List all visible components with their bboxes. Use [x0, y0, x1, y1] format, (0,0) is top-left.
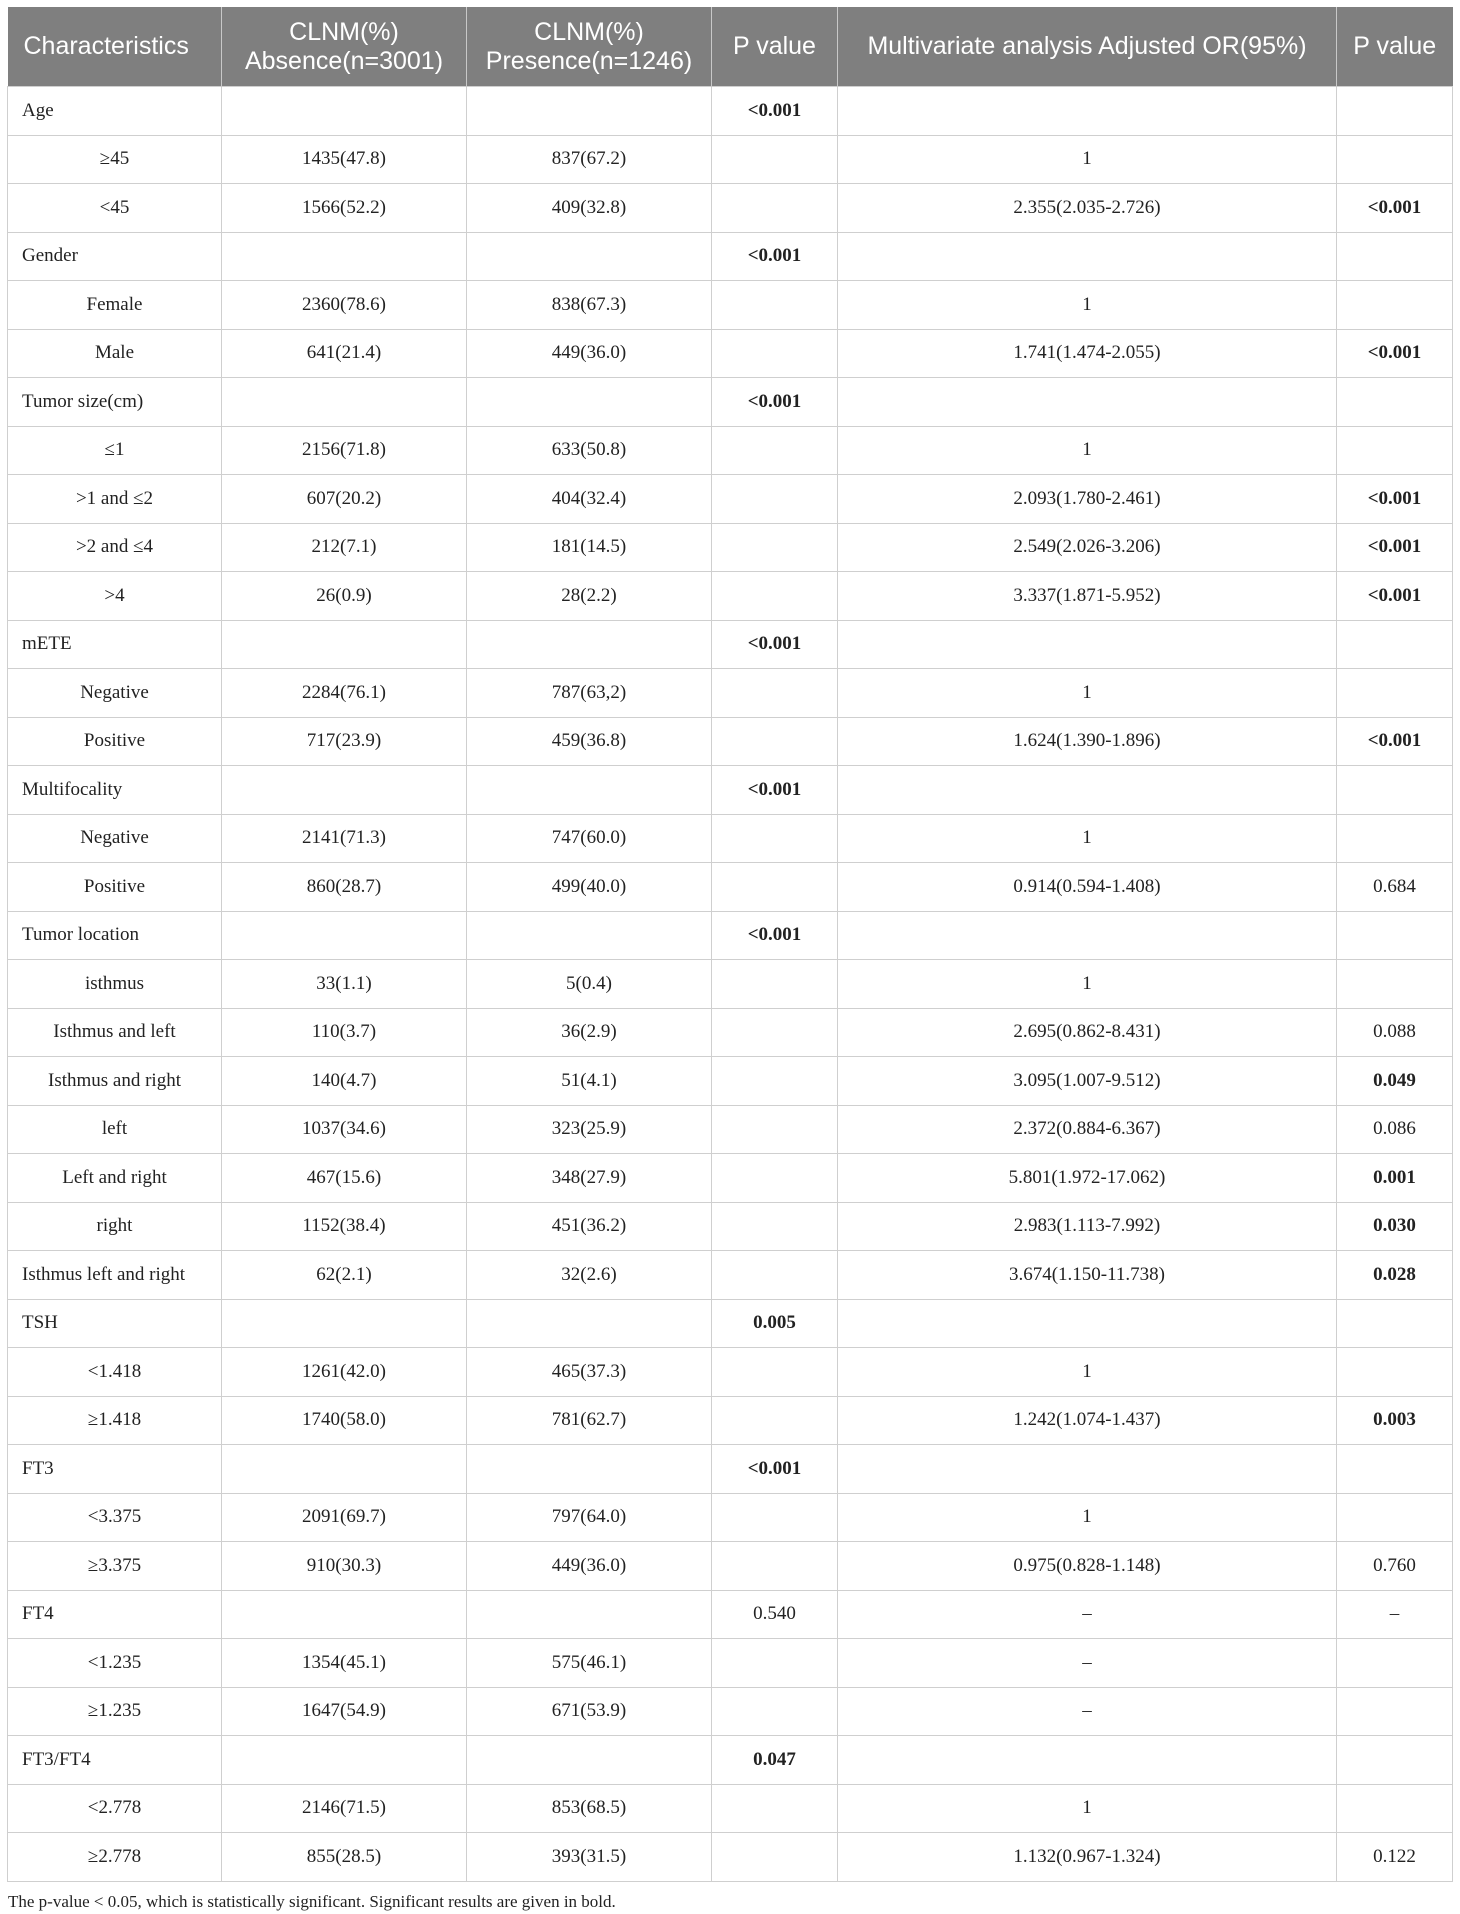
p-value-cell: <0.001	[712, 87, 838, 136]
adjusted-p-value-cell	[1337, 1445, 1453, 1494]
absence-cell: 1261(42.0)	[222, 1348, 467, 1397]
category-row	[8, 1445, 1453, 1494]
adjusted-or-cell	[838, 1736, 1337, 1785]
presence-cell	[467, 87, 712, 136]
adjusted-p-value-cell: –	[1337, 1590, 1453, 1639]
presence-cell: 853(68.5)	[467, 1784, 712, 1833]
adjusted-or-cell: 0.975(0.828-1.148)	[838, 1542, 1337, 1591]
p-value-cell: 0.005	[712, 1299, 838, 1348]
table-row	[8, 1833, 1453, 1882]
characteristic-cell: Positive	[8, 863, 222, 912]
presence-cell: 499(40.0)	[467, 863, 712, 912]
p-value-cell	[712, 426, 838, 475]
adjusted-or-cell: 1.741(1.474-2.055)	[838, 329, 1337, 378]
adjusted-or-cell: 1	[838, 814, 1337, 863]
presence-cell: 393(31.5)	[467, 1833, 712, 1882]
characteristic-cell: <3.375	[8, 1493, 222, 1542]
adjusted-or-cell: 2.355(2.035-2.726)	[838, 184, 1337, 233]
p-value-cell	[712, 523, 838, 572]
p-value-cell	[712, 717, 838, 766]
p-value-cell	[712, 863, 838, 912]
characteristic-cell: Negative	[8, 669, 222, 718]
absence-cell: 910(30.3)	[222, 1542, 467, 1591]
category-row	[8, 232, 1453, 281]
characteristic-cell: FT3/FT4	[8, 1736, 222, 1785]
header-adjusted-p-value	[1337, 7, 1453, 87]
presence-cell: 51(4.1)	[467, 1057, 712, 1106]
p-value-cell: <0.001	[712, 232, 838, 281]
absence-cell: 860(28.7)	[222, 863, 467, 912]
adjusted-p-value-cell	[1337, 911, 1453, 960]
adjusted-p-value-cell: <0.001	[1337, 523, 1453, 572]
presence-cell	[467, 911, 712, 960]
table-row	[8, 1057, 1453, 1106]
absence-cell: 1647(54.9)	[222, 1687, 467, 1736]
absence-cell: 1435(47.8)	[222, 135, 467, 184]
table-body	[8, 87, 1453, 1882]
absence-cell: 2141(71.3)	[222, 814, 467, 863]
absence-cell: 641(21.4)	[222, 329, 467, 378]
p-value-cell	[712, 1105, 838, 1154]
p-value-cell	[712, 1008, 838, 1057]
table-container	[7, 7, 1452, 1912]
adjusted-p-value-cell	[1337, 960, 1453, 1009]
header-text-line: CLNM(%)	[289, 17, 399, 46]
p-value-cell	[712, 135, 838, 184]
presence-cell	[467, 1299, 712, 1348]
characteristic-cell: Tumor location	[8, 911, 222, 960]
absence-cell: 62(2.1)	[222, 1251, 467, 1300]
adjusted-or-cell	[838, 1445, 1337, 1494]
presence-cell: 837(67.2)	[467, 135, 712, 184]
absence-cell: 2146(71.5)	[222, 1784, 467, 1833]
adjusted-p-value-cell: <0.001	[1337, 475, 1453, 524]
p-value-cell: <0.001	[712, 911, 838, 960]
table-row	[8, 1202, 1453, 1251]
absence-cell: 467(15.6)	[222, 1154, 467, 1203]
category-row	[8, 620, 1453, 669]
adjusted-or-cell: 3.674(1.150-11.738)	[838, 1251, 1337, 1300]
p-value-cell: <0.001	[712, 766, 838, 815]
absence-cell: 1354(45.1)	[222, 1639, 467, 1688]
characteristic-cell: <1.235	[8, 1639, 222, 1688]
table-row	[8, 863, 1453, 912]
adjusted-or-cell	[838, 766, 1337, 815]
table-row	[8, 669, 1453, 718]
adjusted-or-cell: 3.337(1.871-5.952)	[838, 572, 1337, 621]
table-row	[8, 1687, 1453, 1736]
adjusted-p-value-cell	[1337, 87, 1453, 136]
category-row	[8, 1736, 1453, 1785]
presence-cell: 181(14.5)	[467, 523, 712, 572]
header-text-line: Multivariate analysis Adjusted OR(95%)	[867, 32, 1307, 60]
presence-cell: 32(2.6)	[467, 1251, 712, 1300]
table-row	[8, 329, 1453, 378]
presence-cell: 449(36.0)	[467, 329, 712, 378]
presence-cell: 5(0.4)	[467, 960, 712, 1009]
absence-cell	[222, 87, 467, 136]
presence-cell	[467, 1736, 712, 1785]
p-value-cell	[712, 960, 838, 1009]
presence-cell: 459(36.8)	[467, 717, 712, 766]
characteristic-cell: Isthmus and right	[8, 1057, 222, 1106]
characteristic-cell: left	[8, 1105, 222, 1154]
presence-cell: 781(62.7)	[467, 1396, 712, 1445]
absence-cell: 717(23.9)	[222, 717, 467, 766]
absence-cell	[222, 766, 467, 815]
adjusted-or-cell: 1.242(1.074-1.437)	[838, 1396, 1337, 1445]
adjusted-p-value-cell: 0.003	[1337, 1396, 1453, 1445]
characteristic-cell: Positive	[8, 717, 222, 766]
adjusted-or-cell: 1	[838, 426, 1337, 475]
characteristic-cell: right	[8, 1202, 222, 1251]
adjusted-or-cell: 1	[838, 135, 1337, 184]
p-value-cell: <0.001	[712, 378, 838, 427]
presence-cell: 465(37.3)	[467, 1348, 712, 1397]
header-row	[8, 7, 1453, 87]
characteristic-cell: ≥3.375	[8, 1542, 222, 1591]
table-header	[8, 7, 1453, 87]
characteristic-cell: Gender	[8, 232, 222, 281]
table-row	[8, 572, 1453, 621]
absence-cell	[222, 378, 467, 427]
table-row	[8, 1542, 1453, 1591]
adjusted-or-cell: 1	[838, 1784, 1337, 1833]
adjusted-p-value-cell	[1337, 814, 1453, 863]
absence-cell: 2360(78.6)	[222, 281, 467, 330]
absence-cell: 33(1.1)	[222, 960, 467, 1009]
absence-cell: 26(0.9)	[222, 572, 467, 621]
adjusted-p-value-cell	[1337, 1687, 1453, 1736]
absence-cell	[222, 1299, 467, 1348]
adjusted-or-cell: –	[838, 1590, 1337, 1639]
presence-cell: 838(67.3)	[467, 281, 712, 330]
header-text-line: P value	[1353, 32, 1437, 60]
adjusted-p-value-cell	[1337, 669, 1453, 718]
category-row	[8, 1590, 1453, 1639]
characteristic-cell: ≥2.778	[8, 1833, 222, 1882]
adjusted-or-cell: 2.983(1.113-7.992)	[838, 1202, 1337, 1251]
characteristic-cell: mETE	[8, 620, 222, 669]
category-row	[8, 378, 1453, 427]
presence-cell: 575(46.1)	[467, 1639, 712, 1688]
header-text-line: Presence(n=1246)	[485, 46, 693, 75]
presence-cell: 451(36.2)	[467, 1202, 712, 1251]
characteristic-cell: Female	[8, 281, 222, 330]
characteristic-cell: Left and right	[8, 1154, 222, 1203]
p-value-cell	[712, 1542, 838, 1591]
adjusted-or-cell: 1	[838, 960, 1337, 1009]
p-value-cell: 0.047	[712, 1736, 838, 1785]
p-value-cell	[712, 184, 838, 233]
table-row	[8, 426, 1453, 475]
header-text-line: Absence(n=3001)	[244, 46, 444, 75]
adjusted-p-value-cell	[1337, 1348, 1453, 1397]
adjusted-or-cell	[838, 1299, 1337, 1348]
characteristic-cell: Tumor size(cm)	[8, 378, 222, 427]
table-row	[8, 1348, 1453, 1397]
adjusted-p-value-cell	[1337, 766, 1453, 815]
adjusted-p-value-cell: <0.001	[1337, 329, 1453, 378]
characteristic-cell: ≥1.418	[8, 1396, 222, 1445]
adjusted-p-value-cell	[1337, 232, 1453, 281]
header-presence	[467, 7, 712, 87]
adjusted-or-cell: 2.372(0.884-6.367)	[838, 1105, 1337, 1154]
header-p-value	[712, 7, 838, 87]
absence-cell	[222, 911, 467, 960]
presence-cell: 348(27.9)	[467, 1154, 712, 1203]
characteristic-cell: Isthmus left and right	[8, 1251, 222, 1300]
presence-cell	[467, 1590, 712, 1639]
p-value-cell	[712, 814, 838, 863]
presence-cell: 633(50.8)	[467, 426, 712, 475]
absence-cell: 2091(69.7)	[222, 1493, 467, 1542]
presence-cell: 404(32.4)	[467, 475, 712, 524]
adjusted-or-cell	[838, 911, 1337, 960]
adjusted-p-value-cell: 0.086	[1337, 1105, 1453, 1154]
presence-cell: 747(60.0)	[467, 814, 712, 863]
p-value-cell: 0.540	[712, 1590, 838, 1639]
table-row	[8, 814, 1453, 863]
p-value-cell	[712, 1251, 838, 1300]
presence-cell	[467, 620, 712, 669]
category-row	[8, 87, 1453, 136]
category-row	[8, 1299, 1453, 1348]
table-row	[8, 717, 1453, 766]
adjusted-p-value-cell	[1337, 1784, 1453, 1833]
table-row	[8, 184, 1453, 233]
adjusted-or-cell: 1	[838, 281, 1337, 330]
characteristic-cell: >4	[8, 572, 222, 621]
absence-cell	[222, 620, 467, 669]
presence-cell: 409(32.8)	[467, 184, 712, 233]
presence-cell: 36(2.9)	[467, 1008, 712, 1057]
absence-cell: 1152(38.4)	[222, 1202, 467, 1251]
adjusted-p-value-cell: 0.122	[1337, 1833, 1453, 1882]
adjusted-or-cell: 1.624(1.390-1.896)	[838, 717, 1337, 766]
header-absence	[222, 7, 467, 87]
table-row	[8, 1784, 1453, 1833]
absence-cell: 607(20.2)	[222, 475, 467, 524]
p-value-cell	[712, 1202, 838, 1251]
absence-cell	[222, 1736, 467, 1785]
adjusted-or-cell: 2.549(2.026-3.206)	[838, 523, 1337, 572]
adjusted-or-cell: 1	[838, 1348, 1337, 1397]
adjusted-or-cell: 1	[838, 669, 1337, 718]
absence-cell: 855(28.5)	[222, 1833, 467, 1882]
adjusted-p-value-cell	[1337, 1736, 1453, 1785]
characteristic-cell: TSH	[8, 1299, 222, 1348]
presence-cell	[467, 378, 712, 427]
presence-cell: 28(2.2)	[467, 572, 712, 621]
presence-cell: 671(53.9)	[467, 1687, 712, 1736]
header-adjusted-or	[838, 7, 1337, 87]
adjusted-p-value-cell: 0.049	[1337, 1057, 1453, 1106]
adjusted-p-value-cell	[1337, 281, 1453, 330]
adjusted-or-cell: 1.132(0.967-1.324)	[838, 1833, 1337, 1882]
table-row	[8, 1493, 1453, 1542]
absence-cell	[222, 1590, 467, 1639]
characteristic-cell: FT3	[8, 1445, 222, 1494]
adjusted-p-value-cell: 0.030	[1337, 1202, 1453, 1251]
adjusted-p-value-cell	[1337, 1299, 1453, 1348]
absence-cell: 1740(58.0)	[222, 1396, 467, 1445]
characteristic-cell: >2 and ≤4	[8, 523, 222, 572]
adjusted-p-value-cell: 0.760	[1337, 1542, 1453, 1591]
adjusted-or-cell: 0.914(0.594-1.408)	[838, 863, 1337, 912]
characteristic-cell: isthmus	[8, 960, 222, 1009]
characteristic-cell: Negative	[8, 814, 222, 863]
characteristic-cell: ≥45	[8, 135, 222, 184]
p-value-cell	[712, 281, 838, 330]
characteristic-cell: ≤1	[8, 426, 222, 475]
characteristic-cell: <45	[8, 184, 222, 233]
absence-cell: 2284(76.1)	[222, 669, 467, 718]
p-value-cell	[712, 1639, 838, 1688]
adjusted-or-cell: 1	[838, 1493, 1337, 1542]
table-row	[8, 523, 1453, 572]
adjusted-p-value-cell: <0.001	[1337, 184, 1453, 233]
table-row	[8, 960, 1453, 1009]
p-value-cell	[712, 1057, 838, 1106]
adjusted-or-cell: –	[838, 1639, 1337, 1688]
absence-cell: 1037(34.6)	[222, 1105, 467, 1154]
adjusted-or-cell	[838, 232, 1337, 281]
adjusted-p-value-cell: 0.684	[1337, 863, 1453, 912]
p-value-cell	[712, 1833, 838, 1882]
p-value-cell	[712, 1396, 838, 1445]
header-text-line: Characteristics	[23, 32, 189, 60]
absence-cell	[222, 232, 467, 281]
absence-cell: 212(7.1)	[222, 523, 467, 572]
adjusted-p-value-cell: 0.088	[1337, 1008, 1453, 1057]
p-value-cell	[712, 669, 838, 718]
p-value-cell: <0.001	[712, 620, 838, 669]
characteristic-cell: <2.778	[8, 1784, 222, 1833]
characteristic-cell: FT4	[8, 1590, 222, 1639]
category-row	[8, 1251, 1453, 1300]
category-row	[8, 911, 1453, 960]
adjusted-p-value-cell: 0.001	[1337, 1154, 1453, 1203]
presence-cell: 787(63,2)	[467, 669, 712, 718]
adjusted-or-cell: –	[838, 1687, 1337, 1736]
adjusted-or-cell	[838, 378, 1337, 427]
adjusted-p-value-cell: <0.001	[1337, 717, 1453, 766]
absence-cell: 1566(52.2)	[222, 184, 467, 233]
table-row	[8, 1154, 1453, 1203]
table-row	[8, 1396, 1453, 1445]
p-value-cell	[712, 572, 838, 621]
adjusted-p-value-cell	[1337, 1493, 1453, 1542]
characteristic-cell: Male	[8, 329, 222, 378]
table-row	[8, 475, 1453, 524]
table-footnote: The p-value < 0.05, which is statistically significant. Significant results are given in bold.	[8, 1891, 616, 1911]
characteristic-cell: Isthmus and left	[8, 1008, 222, 1057]
presence-cell	[467, 1445, 712, 1494]
p-value-cell	[712, 1348, 838, 1397]
table-row	[8, 281, 1453, 330]
table-row	[8, 1639, 1453, 1688]
absence-cell: 110(3.7)	[222, 1008, 467, 1057]
characteristic-cell: Multifocality	[8, 766, 222, 815]
adjusted-or-cell: 5.801(1.972-17.062)	[838, 1154, 1337, 1203]
absence-cell	[222, 1445, 467, 1494]
header-characteristics	[8, 7, 222, 87]
adjusted-p-value-cell	[1337, 426, 1453, 475]
p-value-cell	[712, 1493, 838, 1542]
header-text-line: P value	[733, 32, 816, 60]
absence-cell: 2156(71.8)	[222, 426, 467, 475]
p-value-cell	[712, 329, 838, 378]
presence-cell: 323(25.9)	[467, 1105, 712, 1154]
p-value-cell	[712, 1784, 838, 1833]
absence-cell: 140(4.7)	[222, 1057, 467, 1106]
adjusted-or-cell	[838, 87, 1337, 136]
adjusted-p-value-cell: 0.028	[1337, 1251, 1453, 1300]
table-row	[8, 1008, 1453, 1057]
p-value-cell	[712, 1687, 838, 1736]
characteristic-cell: <1.418	[8, 1348, 222, 1397]
presence-cell: 449(36.0)	[467, 1542, 712, 1591]
presence-cell	[467, 766, 712, 815]
category-row	[8, 766, 1453, 815]
adjusted-p-value-cell	[1337, 620, 1453, 669]
p-value-cell	[712, 475, 838, 524]
results-table	[7, 7, 1453, 1882]
adjusted-p-value-cell	[1337, 1639, 1453, 1688]
adjusted-or-cell: 2.695(0.862-8.431)	[838, 1008, 1337, 1057]
adjusted-or-cell: 2.093(1.780-2.461)	[838, 475, 1337, 524]
adjusted-or-cell: 3.095(1.007-9.512)	[838, 1057, 1337, 1106]
table-row	[8, 1105, 1453, 1154]
characteristic-cell: ≥1.235	[8, 1687, 222, 1736]
adjusted-or-cell	[838, 620, 1337, 669]
characteristic-cell: Age	[8, 87, 222, 136]
adjusted-p-value-cell	[1337, 135, 1453, 184]
header-text-line: CLNM(%)	[534, 17, 644, 46]
adjusted-p-value-cell	[1337, 378, 1453, 427]
table-row	[8, 135, 1453, 184]
characteristic-cell: >1 and ≤2	[8, 475, 222, 524]
p-value-cell: <0.001	[712, 1445, 838, 1494]
presence-cell	[467, 232, 712, 281]
adjusted-p-value-cell: <0.001	[1337, 572, 1453, 621]
presence-cell: 797(64.0)	[467, 1493, 712, 1542]
p-value-cell	[712, 1154, 838, 1203]
